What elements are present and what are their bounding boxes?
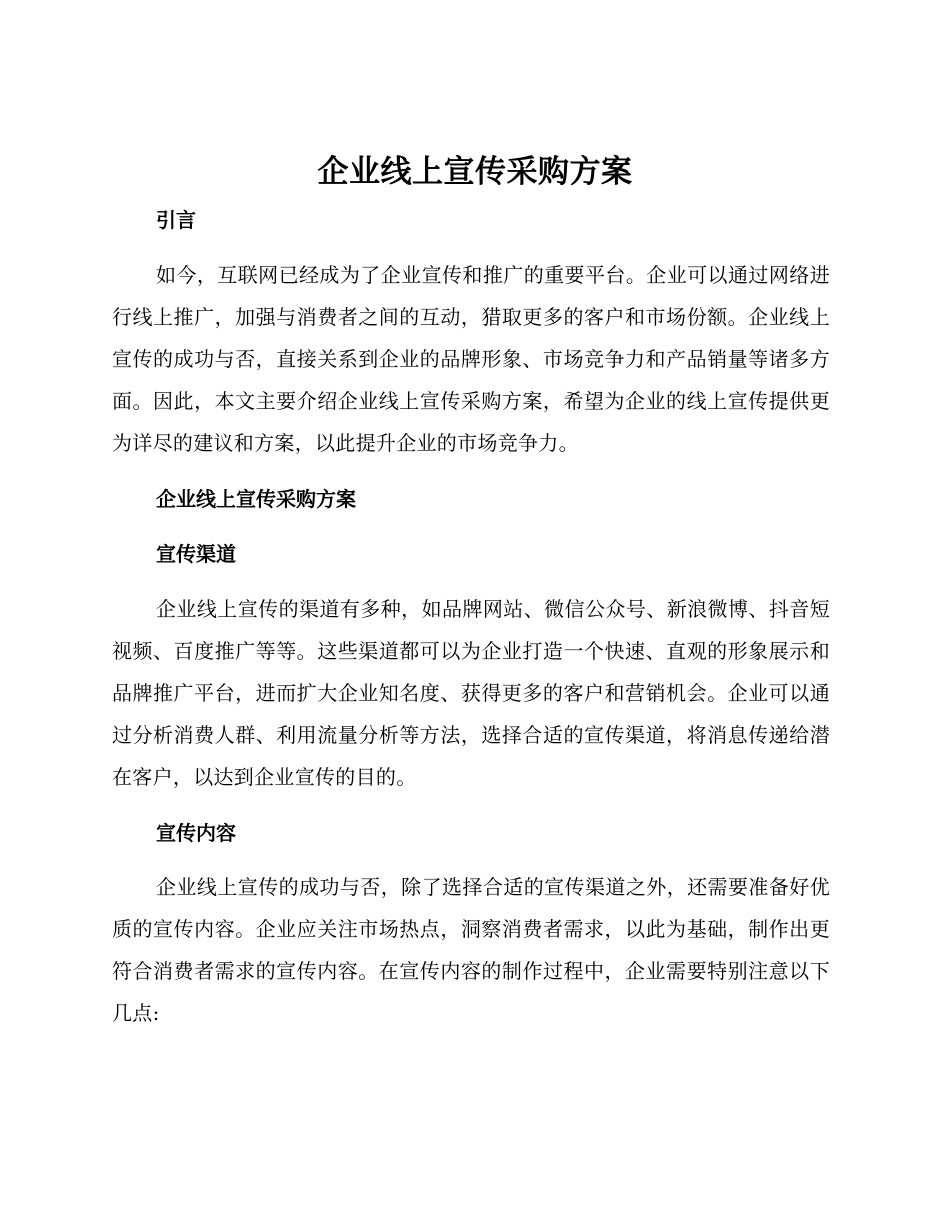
section-heading-intro: 引言 xyxy=(156,208,196,232)
section-heading-channels: 宣传渠道 xyxy=(156,542,236,566)
section-heading-content: 宣传内容 xyxy=(156,821,236,845)
paragraph-intro: 如今，互联网已经成为了企业宣传和推广的重要平台。企业可以通过网络进行线上推广，加强与消费者之间的互动，猎取更多的客户和市场份额。企业线上宣传的成功与否，直接关系到企业的品牌形象、市场竞争力和产品销量等诸多方面。因此，本文主要介绍企业线上宣传采购方案，希望为企业的线上宣传提供更为详尽的建议和方案，以此提升企业的市场竞争力。 xyxy=(112,263,830,455)
paragraph-channels: 企业线上宣传的渠道有多种，如品牌网站、微信公众号、新浪微博、抖音短视频、百度推广等等。这些渠道都可以为企业打造一个快速、直观的形象展示和品牌推广平台，进而扩大企业知名度、获得更多的客户和营销机会。企业可以通过分析消费人群、利用流量分析等方法，选择合适的宣传渠道，将消息传递给潜在客户，以达到企业宣传的目的。 xyxy=(112,597,830,789)
paragraph-content: 企业线上宣传的成功与否，除了选择合适的宣传渠道之外，还需要准备好优质的宣传内容。企业应关注市场热点，洞察消费者需求，以此为基础，制作出更符合消费者需求的宣传内容。在宣传内容的制作过程中，企业需要特别注意以下几点: xyxy=(112,875,830,1025)
section-heading-plan: 企业线上宣传采购方案 xyxy=(156,487,356,511)
page-title: 企业线上宣传采购方案 xyxy=(317,154,633,190)
